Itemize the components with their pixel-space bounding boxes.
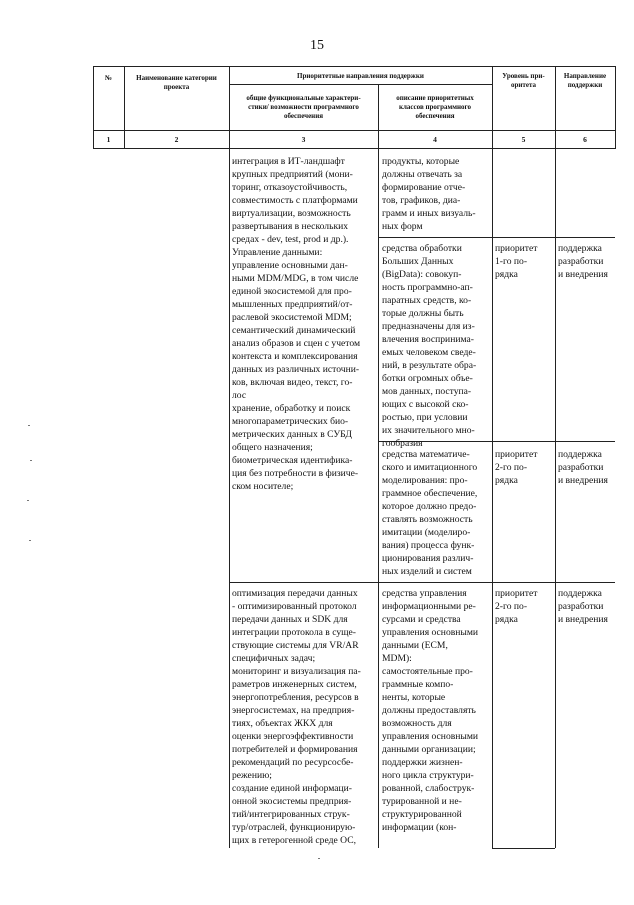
text-line: виртуализации, возможность — [232, 208, 351, 219]
text-line: возможность для — [382, 718, 452, 729]
text-line: средства математиче- — [382, 449, 470, 460]
text-line: хранение, обработку и поиск — [232, 403, 351, 414]
text-line: рованной, слабострук- — [382, 783, 475, 794]
software-class-ecm-mdm — [382, 587, 478, 834]
text-line: ботки огромных объе- — [382, 373, 473, 384]
text-line: управления основными — [382, 731, 479, 742]
text-line: управление основными дан- — [232, 260, 348, 271]
column-number: 6 — [583, 135, 587, 144]
text-line: грамм и иных визуаль- — [382, 208, 476, 219]
text-line: щих в гетерогенной среде ОС, — [232, 835, 356, 846]
text-line: крупных предприятий (мони- — [232, 169, 353, 180]
text-line: поддержка — [558, 449, 602, 460]
text-line: потребителей и формирования — [232, 744, 358, 755]
text-line: граммное обеспечение, — [382, 488, 478, 499]
text-line: биометрическая идентифика- — [232, 455, 353, 466]
text-line: должны предоставлять — [382, 705, 476, 716]
text-line: емых человеком сведе- — [382, 347, 476, 358]
text-line: 1-го по- — [495, 256, 528, 267]
text-line: ными MDM/MDG, в том числе — [232, 273, 359, 284]
text-line: контекста и комплексирования — [232, 351, 358, 362]
text-line: ющих с высокой ско- — [382, 399, 469, 410]
text-line: ствующие системы для VR/AR — [232, 640, 359, 651]
text-line: мов данных, поступа- — [382, 386, 472, 397]
column-number: 5 — [521, 135, 526, 144]
text-line: рядка — [495, 269, 518, 280]
text-line: тов, графиков, диа- — [382, 195, 461, 206]
header-priority-level: Уровень при- оритета — [502, 72, 545, 89]
text-line: приоритет — [495, 588, 538, 599]
column-number: 1 — [106, 135, 111, 144]
text-line: многопараметрических био- — [232, 416, 349, 427]
text-line: рядка — [495, 614, 518, 625]
column-number: 3 — [301, 135, 306, 144]
text-line: которое должно предо- — [382, 501, 477, 512]
text-line: должны отвечать за — [382, 169, 463, 180]
text-line: 2-го по- — [495, 601, 528, 612]
text-line: ных форм — [382, 221, 423, 232]
text-line: самостоятельные про- — [382, 666, 473, 677]
text-line: анализ образов и сцен с учетом — [232, 338, 361, 349]
text-line: режению; — [232, 770, 272, 781]
text-line: ростью, при условии — [382, 412, 468, 423]
text-line: онной экосистемы предприя- — [232, 796, 352, 807]
text-line: турированной и не- — [382, 796, 462, 807]
text-line: вания) процесса функ- — [382, 540, 475, 551]
text-line: торинг, отказоустойчивость, — [232, 182, 348, 193]
software-class-modeling — [382, 448, 477, 578]
text-line: ционирования различ- — [382, 553, 474, 564]
text-line: развертывания в нескольких — [232, 221, 349, 232]
text-line: раслевой экосистемой MDM; — [232, 312, 352, 323]
text-line: средах - dev, test, prod и др.). — [232, 234, 349, 245]
text-line: тур/отраслей, функционирую- — [232, 822, 356, 833]
text-line: продукты, которые — [382, 156, 460, 167]
text-line: ция без потребности в физиче- — [232, 468, 359, 479]
text-line: данными организации; — [382, 744, 476, 755]
text-line: разработки — [558, 462, 604, 473]
text-line: - оптимизированный протокол — [232, 601, 357, 612]
text-line: энергосистемах, на предприя- — [232, 705, 355, 716]
text-line: поддержки жизнен- — [382, 757, 463, 768]
text-line: интеграция в ИТ-ландшафт — [232, 156, 345, 167]
text-line: совместимость с платформами — [232, 195, 358, 206]
text-line: данными (ECM, — [382, 640, 448, 651]
text-line: структурированной — [382, 809, 462, 820]
page-number: 15 — [310, 38, 324, 53]
text-line: их значительного мно- — [382, 425, 475, 436]
text-line: ском носителе; — [232, 481, 294, 492]
text-line: мониторинг и визуализация па- — [232, 666, 361, 677]
text-line: тиях, объектах ЖКХ для — [232, 718, 333, 729]
header-number: № — [104, 74, 113, 82]
text-line: ского и имитационного — [382, 462, 478, 473]
header-priority-directions: Приоритетные направления поддержки — [297, 72, 424, 80]
text-line: приоритет — [495, 243, 538, 254]
text-line: Управление данными: — [232, 247, 323, 258]
text-line: общего назначения; — [232, 442, 313, 453]
text-line: гообразия — [382, 438, 423, 449]
text-line: управления основными — [382, 627, 479, 638]
text-line: имитации (моделиро- — [382, 527, 471, 538]
text-line: ного цикла структури- — [382, 770, 474, 781]
text-line: единой экосистемой для про- — [232, 286, 352, 297]
text-line: 2-го по- — [495, 462, 528, 473]
text-line: паратных средств, ко- — [382, 295, 472, 306]
text-line: средства управления — [382, 588, 467, 599]
software-class-reports — [382, 155, 476, 233]
text-line: поддержка — [558, 588, 602, 599]
text-line: и внедрения — [558, 269, 608, 280]
text-line: рядка — [495, 475, 518, 486]
text-line: ность программно-ап- — [382, 282, 473, 293]
text-line: оптимизация передачи данных — [232, 588, 358, 599]
support-direction — [558, 587, 608, 626]
text-line: (BigData): совокуп- — [382, 269, 462, 280]
text-line: приоритет — [495, 449, 538, 460]
column-number: 2 — [174, 135, 179, 144]
text-line: лос — [232, 390, 247, 401]
text-line: тий/интегрированных струк- — [232, 809, 350, 820]
text-line: информационными ре- — [382, 601, 476, 612]
header-general-features: общие функциональные характери- стики/ возможности программного обеспечения — [246, 94, 361, 120]
priority-level — [495, 448, 537, 487]
text-line: оценки энергоэффективности — [232, 731, 354, 742]
text-line: разработки — [558, 601, 604, 612]
text-line: создание единой информаци- — [232, 783, 353, 794]
text-line: формирование отче- — [382, 182, 466, 193]
column-number: 4 — [433, 135, 437, 144]
support-direction — [558, 448, 608, 487]
header-support-direction: Направление поддержки — [563, 72, 607, 89]
text-line: сурсами и средства — [382, 614, 461, 625]
text-line: передачи данных и SDK для — [232, 614, 348, 625]
software-class-bigdata — [382, 242, 476, 450]
text-line: ных изделий и систем — [382, 566, 472, 577]
text-line: ставлять возможность — [382, 514, 473, 525]
text-line: рекомендаций по ресурсосбе- — [232, 757, 354, 768]
text-line: интеграции протокола в суще- — [232, 627, 356, 638]
header-software-classes: описание приоритетных классов программного обеспечения — [396, 94, 474, 120]
text-line: моделирования: про- — [382, 475, 468, 486]
text-line: граммные компо- — [382, 679, 454, 690]
text-line: поддержка — [558, 243, 602, 254]
text-line: раметров инженерных систем, — [232, 679, 357, 690]
text-line: специфичных задач; — [232, 653, 316, 664]
text-line: семантический динамический — [232, 325, 356, 336]
text-line: предназначены для из- — [382, 321, 475, 332]
text-line: ков, включая видео, текст, го- — [232, 377, 353, 388]
support-direction — [558, 242, 608, 281]
text-line: энергопотребления, ресурсов в — [232, 692, 359, 703]
text-line: Больших Данных — [382, 256, 454, 267]
text-line: информации (кон- — [382, 822, 457, 833]
header-category: Наименование категории проекта — [136, 74, 217, 91]
priority-level — [495, 242, 537, 281]
priority-level — [495, 587, 537, 626]
text-line: разработки — [558, 256, 604, 267]
text-line: средства обработки — [382, 243, 462, 254]
text-line: MDM): — [382, 653, 412, 664]
text-line: ненты, которые — [382, 692, 446, 703]
general-features-text — [232, 155, 360, 493]
general-features-text — [232, 587, 361, 847]
text-line: метрических данных в СУБД — [232, 429, 352, 440]
text-line: влечения воспринима- — [382, 334, 474, 345]
text-line: ний, в результате обра- — [382, 360, 477, 371]
text-line: и внедрения — [558, 475, 608, 486]
text-line: торые должны быть — [382, 308, 464, 319]
text-line: мышленных предприятий/от- — [232, 299, 353, 310]
text-line: данных из различных источни- — [232, 364, 360, 375]
text-line: и внедрения — [558, 614, 608, 625]
